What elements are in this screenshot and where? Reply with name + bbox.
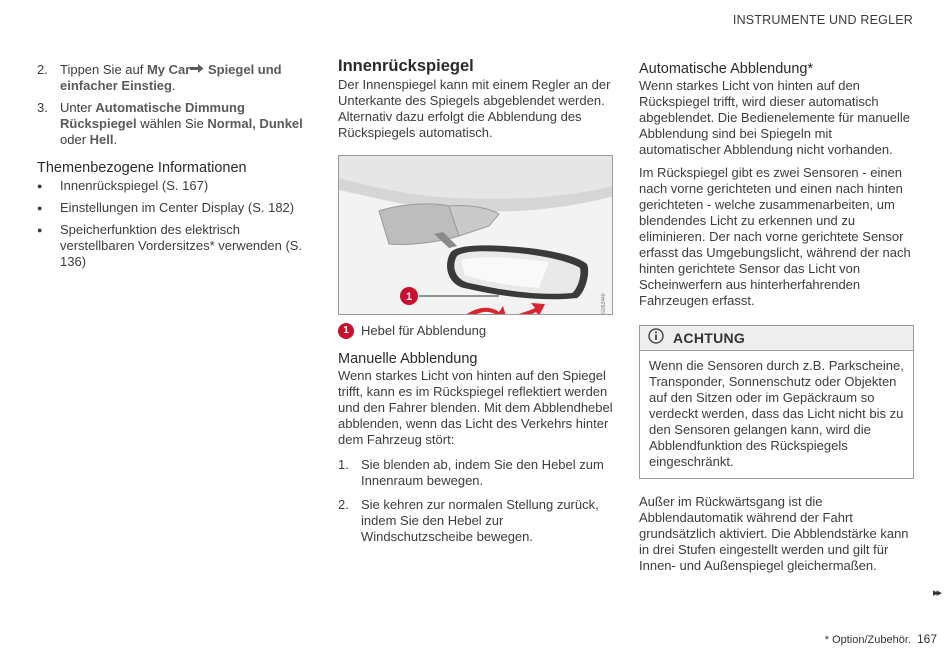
column-middle [338, 58, 613, 553]
section-title: Innenrückspiegel [338, 57, 474, 75]
bullet-icon: ● [37, 203, 43, 213]
rearview-mirror-icon [339, 156, 613, 315]
warning-title: ACHTUNG [673, 330, 746, 346]
column-left [37, 62, 317, 276]
option-footnote: * Option/Zubehör. [824, 634, 911, 646]
arrow-right-icon [190, 62, 204, 77]
manual-dimming-heading: Manuelle Abblendung [338, 351, 478, 367]
auto-dimming-text: Wenn starkes Licht von hinten auf den Rückspiegel trifft, wird dieser automatisch abgeblendet. Die Bedienelemente für manuelle Abblendung sind bei Spiegeln mit automatischer Abblendung nicht vorhanden. [639, 78, 911, 157]
warning-text: Wenn die Sensoren durch z.B. Parkscheine, Transponder, Sonnenschutz oder Objekten auf den Sitzen oder im Gepäckraum so verdeckt werden, dass das Licht nicht bis zu den Sensoren gelangen kann, wird die Abblendfunktion des Rückspiegels eingeschränkt. [649, 358, 904, 469]
warning-header [640, 326, 913, 351]
option-normal-dark: Normal, Dunkel [207, 116, 303, 131]
step-number: 2. [37, 62, 48, 77]
step-item: 3. Unter Automatische Dimmung Rückspiegel wählen Sie Normal, Dunkel oder Hell. [37, 100, 303, 147]
list-item: 1. Sie blenden ab, indem Sie den Hebel zum Innenraum bewegen. [338, 457, 604, 488]
info-icon [648, 328, 664, 348]
step-item: 2. Tippen Sie auf My Car Spiegel und einfacher Einstieg. [37, 62, 282, 93]
warning-box [639, 325, 914, 479]
intro-text: Der Innenspiegel kann mit einem Regler an der Unterkante des Spiegels abgeblendet werden. Alternativ dazu erfolgt die Abblendung des Rückspiegels automatisch. [338, 77, 611, 140]
mirror-illustration [338, 155, 613, 315]
column-right [639, 61, 914, 581]
figure-caption [338, 323, 613, 339]
callout-number: 1 [405, 291, 413, 303]
page-footer [825, 632, 937, 646]
menu-path-mirror: Spiegel und einfacher Einstieg [60, 62, 282, 93]
next-page-arrow-icon: ▸▸ [932, 587, 940, 599]
option-bright: Hell [89, 132, 114, 147]
bullet-icon: ● [37, 225, 43, 235]
page-number: 167 [916, 632, 937, 646]
step-number: 3. [37, 100, 48, 115]
bullet-icon: ● [37, 181, 43, 191]
related-info-heading: Themenbezogene Informationen [37, 160, 247, 176]
caption-text: Hebel für Abblendung [361, 323, 487, 338]
manual-dimming-text: Wenn starkes Licht von hinten auf den Spiegel trifft, kann es im Rückspiegel reflektiert werden und den Fahrer blenden. Mit dem Abblendhebel abblenden, wenn das Licht des Verkehrs hinter dem Fahrzeug stört: [338, 368, 613, 447]
related-link[interactable]: ● Speicherfunktion des elektrisch verstellbaren Vordersitzes* verwenden (S. 136) [37, 222, 303, 269]
figure-code: G053440 [601, 293, 607, 314]
callout-badge: 1 [338, 323, 354, 339]
related-link[interactable]: ● Einstellungen im Center Display (S. 182) [37, 200, 295, 215]
list-item: 2. Sie kehren zur normalen Stellung zurück, indem Sie den Hebel zur Windschutzscheibe bewegen. [338, 497, 599, 544]
section-header: INSTRUMENTE UND REGLER [732, 13, 913, 27]
manual-steps [338, 457, 613, 545]
menu-path-mycar: My Car [146, 62, 191, 77]
auto-dimming-note: Außer im Rückwärtsgang ist die Abblendautomatik während der Fahrt grundsätzlich aktiviert. Die Abblendstärke kann in drei Stufen eingestellt werden und gilt für Innen- und Außenspiegel gleichermaßen. [639, 494, 909, 573]
sensor-text: Im Rückspiegel gibt es zwei Sensoren - einen nach vorne gerichteten und einen nach hinten gerichteten - welche zusammenarbeiten, um blendendes Licht zu erkennen und zu eliminieren. Der nach vorne gerichtete Sensor erfasst das Umgebungslicht, während der nach hinten gerichtete Sensor das Licht von Scheinwerfern aus hinterherfahrenden Fahrzeugen erfasst. [639, 165, 911, 308]
auto-dimming-heading: Automatische Abblendung* [639, 61, 814, 77]
related-link[interactable]: ● Innenrückspiegel (S. 167) [37, 178, 209, 193]
menu-path-dimming: Automatische Dimmung Rückspiegel [60, 100, 245, 131]
